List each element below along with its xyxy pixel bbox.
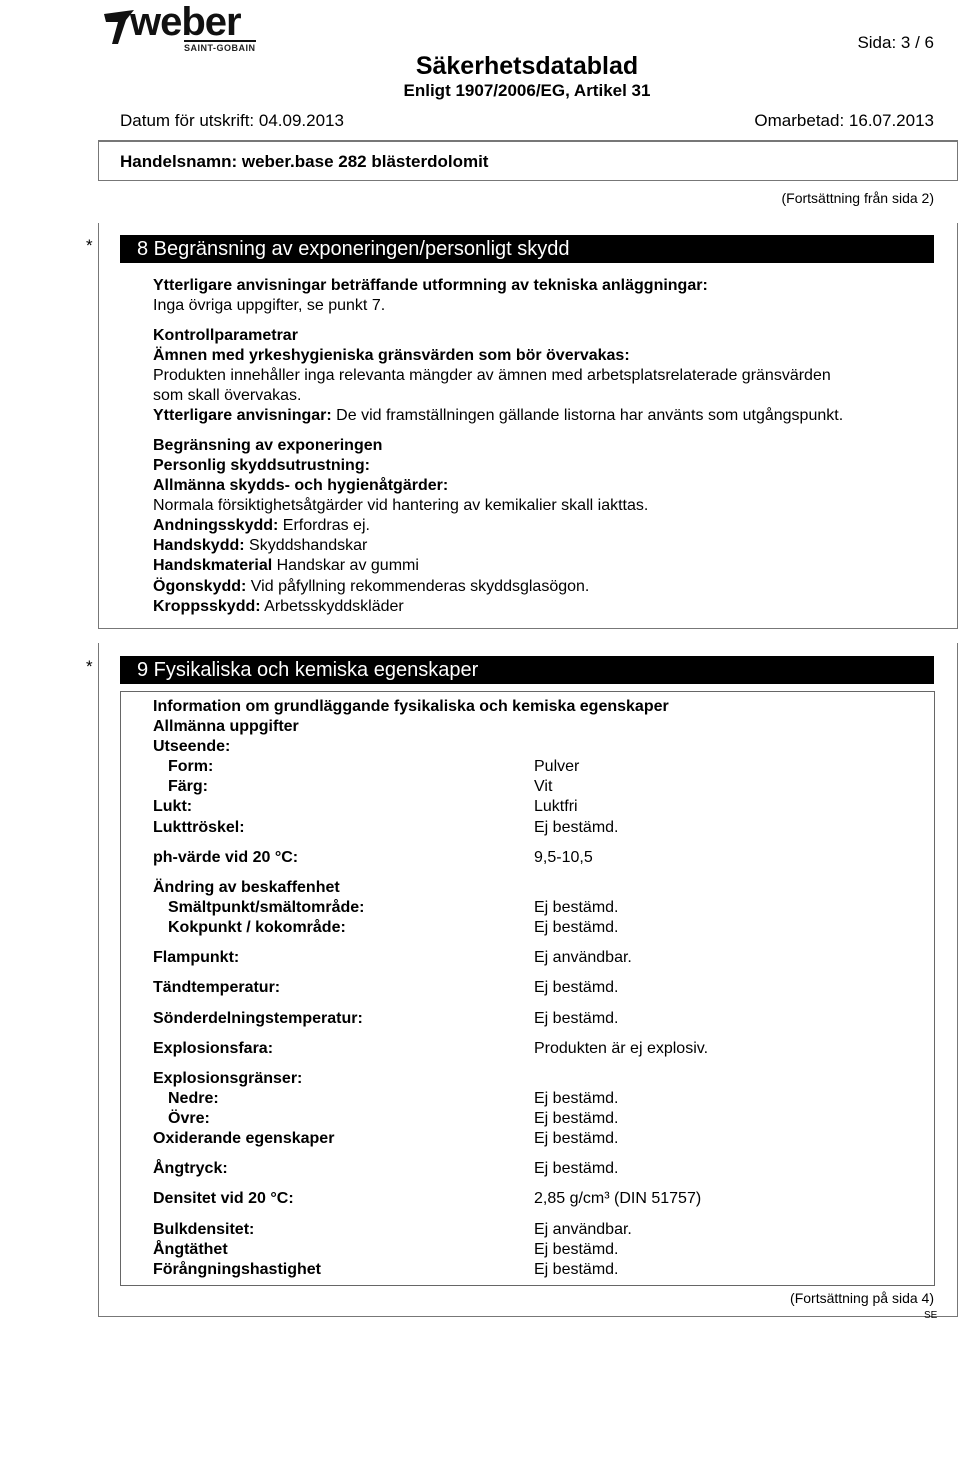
- hand-label: Handskydd:: [153, 537, 245, 554]
- body-label: Kroppsskydd:: [153, 598, 261, 615]
- upper-limit-label: Övre:: [168, 1110, 210, 1127]
- explosion-label: Explosionsfara:: [153, 1040, 274, 1057]
- boiling-value: Ej bestämd.: [534, 919, 619, 936]
- info-heading: Information om grundläggande fysikaliska och kemiska egenskaper: [153, 698, 669, 715]
- change-state-heading: Ändring av beskaffenhet: [153, 879, 340, 896]
- print-date: Datum för utskrift: 04.09.2013: [120, 111, 344, 130]
- ppe-heading: Personlig skyddsutrustning:: [153, 457, 370, 474]
- tech-text: Inga övriga uppgifter, se punkt 7.: [153, 297, 386, 314]
- oxidizing-label: Oxiderande egenskaper: [153, 1130, 335, 1147]
- ignition-value: Ej bestämd.: [534, 979, 619, 996]
- upper-limit-value: Ej bestämd.: [534, 1110, 619, 1127]
- melting-value: Ej bestämd.: [534, 899, 619, 916]
- breathing-value: Erfordras ej.: [282, 517, 370, 534]
- odor-threshold-label: Lukttröskel:: [153, 819, 245, 836]
- trade-name: Handelsnamn: weber.base 282 blästerdolomit: [120, 152, 489, 171]
- eye-protection: [153, 578, 589, 596]
- ph-value: 9,5-10,5: [534, 849, 593, 866]
- body-value: Arbetsskyddskläder: [264, 598, 404, 615]
- melting-label: Smältpunkt/smältområde:: [168, 899, 365, 916]
- exposure-limit-heading: Begränsning av exponeringen: [153, 437, 383, 454]
- revised-date: Omarbetad: 16.07.2013: [754, 111, 934, 130]
- lower-limit-label: Nedre:: [168, 1090, 219, 1107]
- eye-label: Ögonskydd:: [153, 578, 247, 595]
- explosion-limits-heading: Explosionsgränser:: [153, 1070, 303, 1087]
- substances-text-1: Produkten innehåller inga relevanta mängder av ämnen med arbetsplatsrelaterade gränsvärden: [153, 367, 831, 384]
- section-8-heading: [120, 235, 934, 263]
- vapor-pressure-value: Ej bestämd.: [534, 1160, 619, 1177]
- oxidizing-value: Ej bestämd.: [534, 1130, 619, 1147]
- language-code: SE: [924, 1310, 938, 1321]
- bulk-density-label: Bulkdensitet:: [153, 1221, 255, 1238]
- color-label: Färg:: [168, 778, 208, 795]
- document-subtitle: Enligt 1907/2006/EG, Artikel 31: [403, 81, 651, 100]
- explosion-value: Produkten är ej explosiv.: [534, 1040, 709, 1057]
- odor-threshold-value: Ej bestämd.: [534, 819, 619, 836]
- trade-name-box: [98, 140, 958, 181]
- color-value: Vit: [534, 778, 553, 795]
- vapor-pressure-label: Ångtryck:: [153, 1160, 228, 1177]
- hand-protection: [153, 537, 367, 555]
- decomposition-label: Sönderdelningstemperatur:: [153, 1010, 363, 1027]
- section-9-change-marker: *: [86, 657, 93, 676]
- evaporation-value: Ej bestämd.: [534, 1261, 619, 1278]
- additional-instructions: [153, 407, 843, 425]
- density-label: Densitet vid 20 °C:: [153, 1190, 294, 1207]
- document-title: Säkerhetsdatablad: [415, 52, 639, 80]
- section-9-heading: [120, 656, 934, 684]
- hand-material-value: Handskar av gummi: [276, 557, 419, 574]
- general-info-heading: Allmänna uppgifter: [153, 718, 299, 735]
- hand-value: Skyddshandskar: [249, 537, 368, 554]
- odor-label: Lukt:: [153, 798, 193, 815]
- vapor-density-label: Ångtäthet: [153, 1241, 228, 1258]
- eye-value: Vid påfyllning rekommenderas skyddsglasögon.: [250, 578, 590, 595]
- ignition-label: Tändtemperatur:: [153, 979, 281, 996]
- breathing-protection: [153, 517, 370, 535]
- breathing-label: Andningsskydd:: [153, 517, 279, 534]
- logo-subtext: SAINT-GOBAIN: [184, 40, 256, 53]
- logo-text: weber: [130, 0, 241, 44]
- tech-heading: Ytterligare anvisningar beträffande utformning av tekniska anläggningar:: [153, 277, 708, 294]
- bulk-density-value: Ej användbar.: [534, 1221, 632, 1238]
- flash-value: Ej användbar.: [534, 949, 632, 966]
- lower-limit-value: Ej bestämd.: [534, 1090, 619, 1107]
- boiling-label: Kokpunkt / kokområde:: [168, 919, 346, 936]
- page-number: Sida: 3 / 6: [857, 33, 934, 52]
- hand-material: [153, 557, 419, 575]
- body-protection: [153, 598, 404, 616]
- hand-material-label: Handskmaterial: [153, 557, 273, 574]
- form-label: Form:: [168, 758, 214, 775]
- substances-heading: Ämnen med yrkeshygieniska gränsvärden som bör övervakas:: [153, 347, 630, 364]
- general-measures-text: Normala försiktighetsåtgärder vid hantering av kemikalier skall iakttas.: [153, 497, 649, 514]
- section-8-change-marker: *: [86, 236, 93, 255]
- additional-label: Ytterligare anvisningar:: [153, 407, 332, 424]
- section-9-title: 9 Fysikaliska och kemiska egenskaper: [137, 659, 479, 681]
- appearance-heading: Utseende:: [153, 738, 231, 755]
- form-value: Pulver: [534, 758, 580, 775]
- substances-text-2: som skall övervakas.: [153, 387, 302, 404]
- additional-text: De vid framställningen gällande listorna har använts som utgångspunkt.: [336, 407, 844, 424]
- section-8-title: 8 Begränsning av exponeringen/personligt skydd: [137, 238, 570, 260]
- flash-label: Flampunkt:: [153, 949, 240, 966]
- ph-label: ph-värde vid 20 °C:: [153, 849, 299, 866]
- decomposition-value: Ej bestämd.: [534, 1010, 619, 1027]
- density-value: 2,85 g/cm³ (DIN 51757): [534, 1190, 702, 1207]
- evaporation-label: Förångningshastighet: [153, 1261, 321, 1278]
- vapor-density-value: Ej bestämd.: [534, 1241, 619, 1258]
- general-measures-heading: Allmänna skydds- och hygienåtgärder:: [153, 477, 449, 494]
- continued-from: (Fortsättning från sida 2): [781, 190, 934, 206]
- continued-to: (Fortsättning på sida 4): [790, 1290, 934, 1306]
- control-params-heading: Kontrollparametrar: [153, 327, 298, 344]
- odor-value: Luktfri: [534, 798, 578, 815]
- weber-logo: [104, 0, 256, 54]
